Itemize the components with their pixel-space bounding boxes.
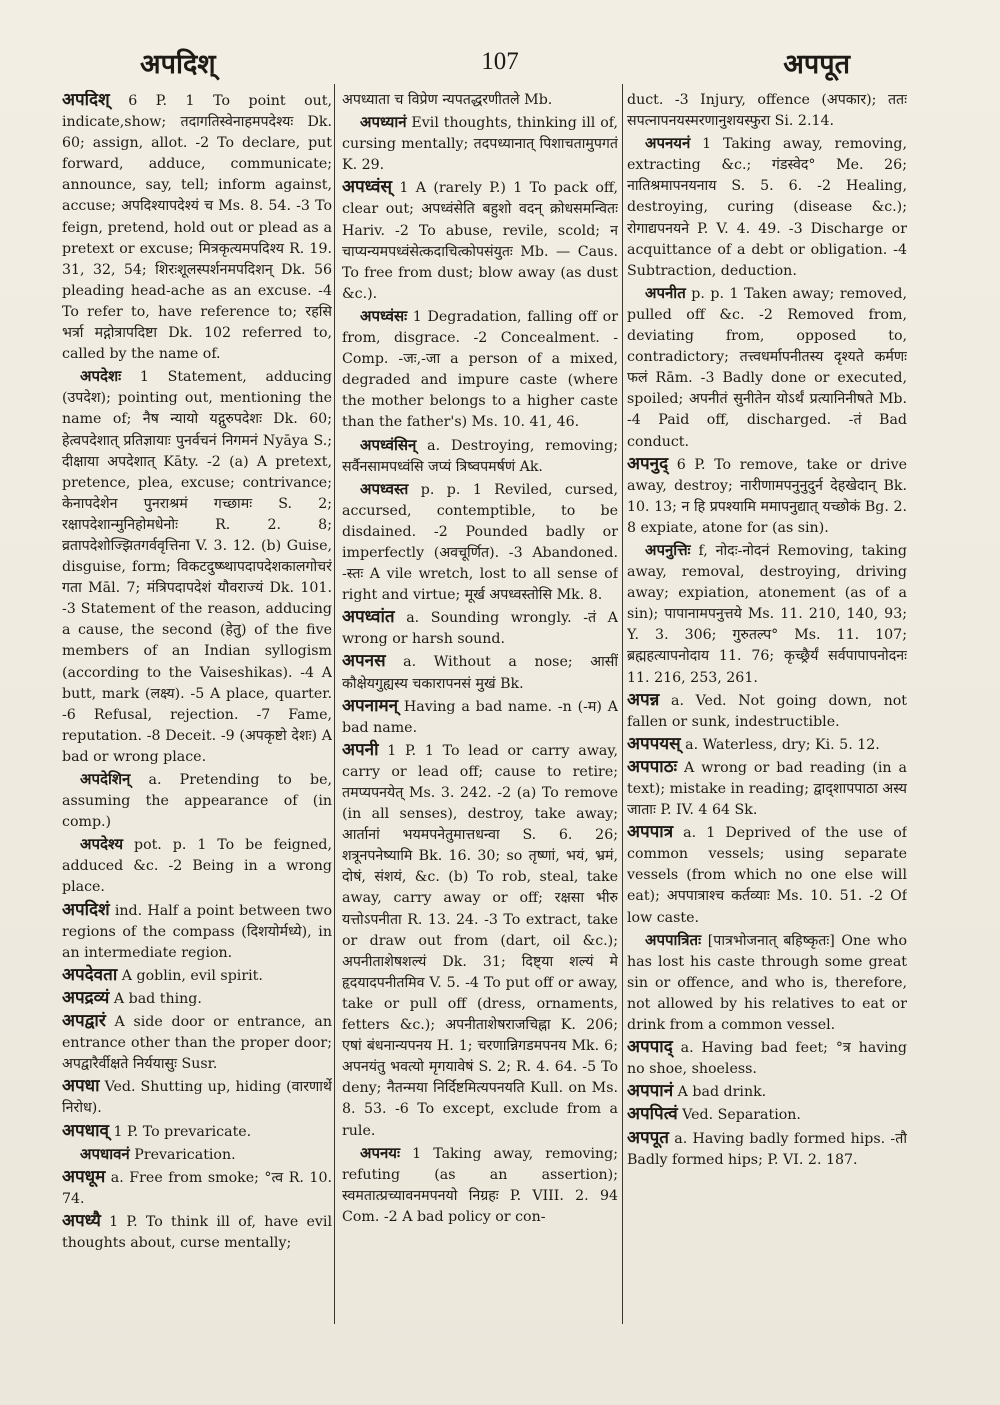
entry-headword: अपनुत्तिः (645, 540, 691, 559)
entry-definition: Prevarication. (129, 1146, 236, 1163)
entry-headword: अपदेवता (62, 964, 118, 985)
dictionary-entry (627, 822, 907, 928)
entry-definition: A bad thing. (109, 990, 202, 1007)
dictionary-entry (627, 1081, 907, 1103)
entry-headword: अपनयः (360, 1143, 401, 1162)
dictionary-entry (342, 1143, 618, 1228)
dictionary-entry (62, 1011, 332, 1075)
column-2 (342, 90, 618, 1330)
dictionary-entry (62, 900, 332, 964)
dictionary-entry (342, 306, 618, 434)
dictionary-entry (342, 177, 618, 305)
dictionary-entry (62, 1167, 332, 1210)
entry-headword: अपध्वंस् (342, 177, 392, 198)
dictionary-entry (627, 1128, 907, 1171)
entry-headword: अपध्यानं (360, 113, 407, 132)
dictionary-entry (627, 757, 907, 821)
entry-definition: a. Without a nose; आसीं कौक्षेयगुह्यस्य चकारापनसं मुखं Bk. (342, 654, 618, 692)
entry-headword: अपध्यै (62, 1210, 101, 1231)
dictionary-entry (62, 988, 332, 1010)
entry-headword: अपध्वस्त (360, 479, 409, 498)
entry-headword: अपनीत (645, 283, 686, 302)
entry-definition: 1 Degradation, falling off or from, disgrace. -2 Concealment. -Comp. -जः,-जा a person of a mixed, degraded and impure caste (where the mother belongs to a higher caste than the father's) Ms. 10. 41, 46. (342, 308, 618, 431)
entry-definition: a. Destroying, removing; सर्वैनसामपध्वंसि जप्यं त्रिष्वपमर्षणं Ak. (342, 437, 618, 475)
dictionary-entry (627, 133, 907, 282)
dictionary-entry (342, 696, 618, 739)
dictionary-entry (62, 965, 332, 987)
header-left-word: अपदिश् (140, 49, 216, 80)
entry-headword: अपपाठः (627, 756, 678, 777)
entry-definition: 1 P. To think ill of, have evil thoughts about, curse mentally; (62, 1213, 332, 1251)
entry-headword: अपद्वारं (62, 1011, 106, 1032)
entry-definition: duct. -3 Injury, offence (अपकार); ततः सपत्नापनयस्मरणानुशयस्फुरा Si. 2.14. (627, 92, 907, 130)
dictionary-entry (627, 283, 907, 453)
entry-definition: a. 1 Deprived of the use of common vessels; using separate vessels (from which no one else will eat); अपपात्राश्च कर्तव्याः Ms. 10. 51. -2 Of low caste. (627, 825, 907, 926)
dictionary-entry (342, 740, 618, 1142)
dictionary-entry (62, 366, 332, 768)
entry-definition: 1 A (rarely P.) 1 To pack off, clear out; अपध्वंसेति बहुशो वदन् क्रोधसमन्वितः Hariv. -2 To abuse, revile, scold; न चाप्यन्यमपध्वंसेत्कदाचित्कोपसंयुतः Mb. — Caus. To free from dust; blow away (as dust &c.). (342, 180, 618, 302)
entry-definition: Ved. Shutting up, hiding (वारणार्थे निरोध). (62, 1079, 332, 1117)
entry-headword: अपदिशं (62, 899, 110, 920)
entry-headword: अपद्रव्यं (62, 987, 110, 1008)
entry-headword: अपपात्र (627, 822, 674, 843)
dictionary-entry (627, 1037, 907, 1080)
entry-definition: A goblin, evil spirit. (117, 967, 263, 984)
entry-definition: 1 P. To prevaricate. (108, 1123, 252, 1140)
dictionary-entry (342, 651, 618, 694)
entry-definition: 1 Taking away, removing, extracting &c.; गंडस्वेद° Me. 26; नातिश्रमापनयनाय S. 5. 6. -2 Healing, destroying, curing (disease &c.); रोगाद्यपनयने P. V. 4. 49. -3 Discharge or acquittance of a debt or obligation. -4 Subtraction, deduction. (627, 136, 907, 279)
dictionary-entry (627, 734, 907, 756)
entry-definition: a. Sounding wrongly. -तं A wrong or harsh sound. (342, 610, 618, 648)
entry-definition: 1 P. 1 To lead or carry away, carry or lead off; cause to retire; तमप्यपनयेत् Ms. 3. 242. -2 (a) To remove (in all senses), destroy, take away; आर्तानां भयमपनेतुमात्तधन्वा S. 6. 26; शत्रूनपनेष्यामि Bk. 16. 30; so तृष्णां, भयं, भ्रमं, दोषं, संशयं, &c. (b) To rob, steal, take away, carry away or off; रक्षसा भीरु यत्तोऽपनीता R. 13. 24. -3 To extract, take or draw out from (dart, oil &c.); अपनीताशेषशल्यं Dk. 31; दिष्ट्या शल्यं मे हृदयादपनीतमिव V. 5. -4 To put off or away, take or pull off (dress, ornaments, fetters &c.); अपनीताशेषराजचिह्ना K. 206; एषां बंधनान्यपनय H. 1; चरणान्निगडमपनय Mk. 6; अपनयंतु भवत्यो मृगयावेषं S. 2; R. 4. 64. -5 To deny; नैतन्मया निर्दिष्टमित्यपनयति Kull. on Ms. 8. 53. -6 To except, exclude from a rule. (342, 742, 618, 1139)
entry-definition: a. Ved. Not going down, not fallen or sunk, indestructible. (627, 692, 907, 730)
entry-definition: a. Waterless, dry; Ki. 5. 12. (680, 736, 880, 753)
entry-definition: [पात्रभोजनात् बहिष्कृतः] One who has lost his caste through some great sin or offence, and who is, therefore, not allowed by his relatives to eat or drink from a common vessel. (627, 932, 907, 1034)
entry-headword: अपधा (62, 1076, 100, 1097)
entry-headword: अपदेशिन् (80, 770, 131, 788)
dictionary-entry (62, 1076, 332, 1119)
entry-definition: a. Having bad feet; °त्र having no shoe, shoeless. (627, 1040, 907, 1078)
entry-headword: अपपित्वं (627, 1104, 678, 1125)
entry-headword: अपदेश्य (80, 835, 124, 854)
entry-headword: अपपयस् (627, 733, 681, 754)
page-number: 107 (481, 48, 519, 75)
entry-headword: अपदेशः (80, 367, 122, 386)
page-header (0, 44, 1000, 80)
dictionary-entry (627, 90, 907, 132)
entry-definition: f, नोदः-नोदनं Removing, taking away, removal, destroying, driving away; expiation, atonement (as of a sin); पापानामपनुत्तये Ms. 11. 210, 140, 93; Y. 3. 306; गुरुतल्प° Ms. 11. 107; ब्रह्महत्यापनोदाय 11. 76; कृच्छ्रैर्यं सर्वपापापनोदनः 11. 216, 253, 261. (627, 542, 907, 686)
dictionary-entry (342, 607, 618, 650)
entry-definition: A wrong or bad reading (in a text); mistake in reading; द्वाद्शापपाठा अस्य जाताः P. IV. 4 64 Sk. (627, 759, 907, 819)
entry-headword: अपपात्रितः (645, 930, 702, 949)
entry-headword: अपपाद् (627, 1037, 673, 1058)
entry-definition: a. Pretending to be, assuming the appearance of (in comp.) (62, 772, 332, 831)
entry-definition: 1 Taking away, removing; refuting (as an assertion); स्वमतात्प्रच्यावनमपनयो निग्रहः P. VIII. 2. 94 Com. -2 A bad policy or con- (342, 1145, 618, 1225)
entry-definition: p. p. 1 Taken away; removed, pulled off &c. -2 Removed from, deviating from, opposed to, contradictory; तत्त्वधर्मापनीतस्य दृश्यते कर्मणः फलं Rām. -3 Badly done or executed, spoiled; अपनीतं सुनीतेन योऽर्थं प्रत्यानिनीषते Mb. -4 Paid off, discharged. -तं Bad conduct. (627, 285, 907, 450)
dictionary-entry (342, 479, 618, 607)
entry-headword: अपध्वंसिन् (360, 435, 417, 454)
dictionary-entry (342, 112, 618, 176)
entry-headword: अपनस (342, 651, 386, 672)
dictionary-entry (342, 90, 618, 111)
dictionary-entry (62, 834, 332, 898)
dictionary-entry (62, 1121, 332, 1143)
entry-definition: Ved. Separation. (677, 1107, 801, 1124)
entry-definition: A bad drink. (673, 1084, 767, 1101)
entry-definition: अपध्याता च विप्रेण न्यपतद्धरणीतले Mb. (342, 92, 553, 108)
dictionary-entry (62, 90, 332, 365)
column-3 (627, 90, 907, 1330)
dictionary-entry (627, 540, 907, 689)
entry-headword: अपन्न (627, 689, 660, 710)
entry-headword: अपनामन् (342, 695, 399, 716)
dictionary-entry (342, 435, 618, 478)
column-divider (334, 84, 335, 1324)
entry-headword: अपधूम (62, 1166, 106, 1187)
entry-definition: Having a bad name. -n (-म) A bad name. (342, 698, 618, 736)
column-1 (62, 90, 332, 1330)
column-divider (622, 84, 623, 1324)
dictionary-entry (627, 454, 907, 539)
entry-headword: अपदिश् (62, 90, 110, 110)
entry-definition: A side door or entrance, an entrance other than the proper door; अपद्वारैर्वीक्षते निर्ययासुः Susr. (62, 1014, 332, 1073)
dictionary-entry (627, 690, 907, 733)
dictionary-entry (627, 1104, 907, 1126)
entry-definition: a. Having badly formed hips. -तौ Badly formed hips; P. VI. 2. 187. (627, 1130, 907, 1168)
entry-definition: p. p. 1 Reviled, cursed, accursed, contemptible, to be disdained. -2 Pounded badly or imperfectly (अवचूर्णित). -3 Abandoned. -स्तः A vile wretch, lost to all sense of right and virtue; मूर्ख अपध्वस्तोसि Mk. 8. (342, 481, 618, 604)
entry-definition: pot. p. 1 To be feigned, adduced &c. -2 Being in a wrong place. (62, 837, 332, 896)
entry-definition: 1 Statement, adducing (उपदेश); pointing out, mentioning the name of; नैष न्यायो यद्गुरुपदेशः Dk. 60; हेत्वपदेशात् प्रतिज्ञायाः पुनर्वचनं निगमनं Nyāya S.; दीक्षाया अपदेशात् Kāty. -2 (a) A pretext, pretence, plea, excuse; contrivance; केनापदेशेन पुनराश्रमं गच्छामः S. 2; रक्षापदेशान्मुनिहोमधेनोः R. 2. 8; व्रतापदेशोज्झितगर्ववृत्तिना V. 3. 12. (b) Guise, disguise, form; विकटदुष्ष्थापदापदेशकालगोचरं गता Māl. 7; मंत्रिपदापदेशं यौवराज्यं Dk. 101. -3 Statement of the reason, adducing a cause, the second (हेतु) of the five members of an Indian syllogism (according to the Vaiseshikas). -4 A butt, mark (लक्ष्य). -5 A place, quarter. -6 Refusal, rejection. -7 Fame, reputation. -8 Deceit. -9 (अपकृष्टो देशः) A bad or wrong place. (62, 369, 332, 765)
dictionary-entry (627, 930, 907, 1036)
dictionary-entry (62, 1144, 332, 1166)
header-right-word: अपपूत (783, 49, 850, 80)
entry-definition: 6 P. 1 To point out, indicate,show; तदागतिस्वेनाहमपदेश्यः Dk. 60; assign, allot. -2 To declare, put forward, adduce, communicate; announce, say, tell; inform against, accuse; अपदिश्यापदेश्यं च Ms. 8. 54. -3 To feign, pretend, hold out or plead as a pretext or excuse; मित्रकृत्यमपदिश्य R. 19. 31, 32, 54; शिरःशूलस्पर्शनमपदिशन् Dk. 56 pleading head-ache as an excuse. -4 To refer to, have reference to; रहसि भर्त्रा मद्गोत्रापदिष्टा Dk. 102 referred to, called by the name of. (62, 93, 332, 363)
entry-headword: अपधावनं (80, 1144, 130, 1163)
entry-definition: a. Free from smoke; °त्व R. 10. 74. (62, 1169, 332, 1207)
entry-headword: अपपानं (627, 1081, 674, 1102)
entry-definition: ind. Half a point between two regions of the compass (दिशयोर्मध्ये), in an intermediate region. (62, 902, 332, 961)
dictionary-entry (62, 1211, 332, 1254)
dictionary-entry (62, 769, 332, 833)
entry-headword: अपनुद् (627, 453, 669, 474)
entry-definition: Evil thoughts, thinking ill of, cursing mentally; तदपध्यानात् पिशाचतामुपगतं K. 29. (342, 115, 618, 174)
entry-headword: अपध्वांत (342, 607, 395, 628)
entry-definition: 6 P. To remove, take or drive away, destroy; नारीणामपनुनुदुर्न देहखेदान् Bk. 10. 13; न हि प्रपश्यामि ममापनुद्यात् यच्छोकं Bg. 2. 8 expiate, atone for (as sin). (627, 456, 907, 536)
entry-headword: अपनयनं (645, 134, 691, 153)
entry-headword: अपपूत (627, 1127, 669, 1148)
entry-headword: अपधाव् (62, 1120, 109, 1141)
entry-headword: अपनी (342, 739, 379, 760)
entry-headword: अपध्वंसः (360, 306, 408, 325)
